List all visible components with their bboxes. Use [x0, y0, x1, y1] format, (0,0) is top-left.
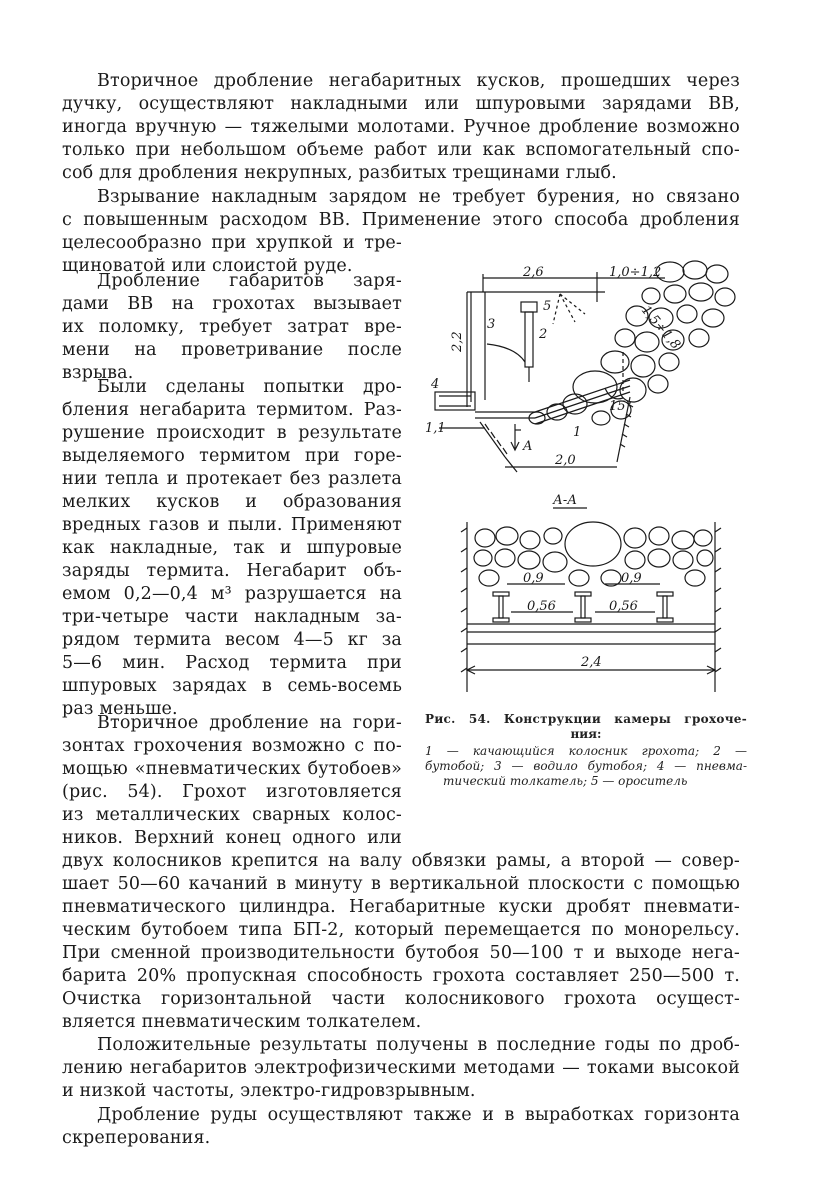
- text-line: 5—6 мин. Расход термита при: [62, 653, 402, 673]
- text-line: скреперования.: [62, 1128, 211, 1148]
- text-line: ников. Верхний конец одного или: [62, 828, 402, 848]
- text-line: Положительные результаты получены в последние годы по дроб-: [97, 1035, 740, 1055]
- section-title: А-А: [553, 493, 578, 508]
- text-line: мощью «пневматических бутобоев»: [62, 759, 402, 779]
- text-line: с повышенным расходом ВВ. Применение этого способа дробления: [62, 210, 740, 230]
- text-line: зонтах грохочения возможно с по-: [62, 736, 402, 756]
- caption-line: 1 — качающийся колосник грохота; 2 —: [425, 744, 747, 758]
- text-line: мени на проветривание после: [62, 340, 402, 360]
- caption-line: бутобой; 3 — водило бутобоя; 4 — пневма-: [425, 759, 747, 773]
- dim-2-0: 2,0: [555, 453, 576, 468]
- text-line: Вторичное дробление негабаритных кусков, прошедших через: [97, 71, 740, 91]
- figure-54: [425, 252, 755, 722]
- text-line: Очистка горизонтальной части колосникового грохота осущест-: [62, 989, 740, 1009]
- text-line: бления негабарита термитом. Раз-: [62, 400, 402, 420]
- text-line: три-четыре части накладным за-: [62, 607, 402, 627]
- figure-caption: [425, 712, 747, 789]
- text-line: заряды термита. Негабарит объ-: [62, 561, 402, 581]
- dim-1-5-1-8: 1,5÷1,8: [637, 302, 684, 353]
- text-line: нии тепла и протекает без разлета: [62, 469, 402, 489]
- caption-line: тический толкатель; 5 — ороситель: [443, 774, 688, 788]
- text-line: только при небольшом объеме работ или как вспомогательный спо-: [62, 140, 740, 160]
- text-line: вляется пневматическим толкателем.: [62, 1012, 422, 1032]
- dim-2-6: 2,6: [523, 265, 544, 280]
- text-line: Взрывание накладным зарядом не требует бурения, но связано: [97, 187, 740, 207]
- label-3: 3: [487, 317, 496, 332]
- text-line: иногда вручную — тяжелыми молотами. Ручное дробление возможно: [62, 117, 740, 137]
- text-line: двух колосников крепится на валу обвязки рамы, а второй — совер-: [62, 851, 740, 871]
- rock-pile-section: [474, 522, 713, 586]
- text-line: Дробление руды осуществляют также и в выработках горизонта: [97, 1105, 740, 1125]
- caption-title-cont: ния:: [570, 727, 602, 741]
- dim-0-56-left: 0,56: [527, 599, 556, 614]
- text-line: и низкой частоты, электро-гидровзрывным.: [62, 1081, 476, 1101]
- text-line: щиноватой или слоистой руде.: [62, 256, 353, 276]
- text-line: шпуровых зарядах в семь-восемь: [62, 676, 402, 696]
- label-1: 1: [573, 425, 582, 440]
- text-line: емом 0,2—0,4 м³ разрушается на: [62, 584, 402, 604]
- text-line: Были сделаны попытки дро-: [97, 377, 402, 397]
- text-line: барита 20% пропускная способность грохота составляет 250—500 т.: [62, 966, 740, 986]
- text-line: пневматического цилиндра. Негабаритные куски дробят пневмати-: [62, 897, 740, 917]
- label-2: 2: [539, 327, 548, 342]
- text-line: Вторичное дробление на гори-: [97, 713, 402, 733]
- angle-15: 15°: [609, 399, 633, 414]
- dim-1-0-1-2: 1,0÷1,2: [609, 265, 662, 280]
- caption-title: Рис. 54. Конструкции камеры грохоче-: [425, 712, 747, 726]
- text-line: вредных газов и пыли. Применяют: [62, 515, 402, 535]
- text-line: взрыва.: [62, 363, 134, 383]
- dim-0-9-left: 0,9: [523, 571, 544, 586]
- text-line: соб для дробления некрупных, разбитых трещинами глыб.: [62, 163, 617, 183]
- text-line: как накладные, так и шпуровые: [62, 538, 402, 558]
- section-a-mark: A: [523, 439, 533, 454]
- text-line: При сменной производительности бутобоя 50—100 т и выходе нега-: [62, 943, 740, 963]
- dim-0-9-right: 0,9: [621, 571, 642, 586]
- text-line: рядом термита весом 4—5 кг за: [62, 630, 402, 650]
- text-line: дами ВВ на грохотах вызывает: [62, 294, 402, 314]
- text-line: (рис. 54). Грохот изготовляется: [62, 782, 402, 802]
- text-line: их поломку, требует затрат вре-: [62, 317, 402, 337]
- text-line: дучку, осуществляют накладными или шпуровыми зарядами ВВ,: [62, 94, 740, 114]
- text-line: из металлических сварных колос-: [62, 805, 402, 825]
- text-line: мелких кусков и образования: [62, 492, 402, 512]
- text-line: рушение происходит в результате: [62, 423, 402, 443]
- dim-0-56-right: 0,56: [609, 599, 638, 614]
- label-5: 5: [543, 299, 552, 314]
- text-line: лению негабаритов электрофизическими методами — токами высокой: [62, 1058, 740, 1078]
- dim-2-2: 2,2: [450, 331, 465, 352]
- text-line: шает 50—60 качаний в минуту в вертикальной плоскости с помощью: [62, 874, 740, 894]
- text-line: Дробление габаритов заря-: [97, 271, 402, 291]
- text-line: раз меньше.: [62, 699, 178, 719]
- text-line: целесообразно при хрупкой и тре-: [62, 233, 402, 253]
- text-line: ческим бутобоем типа БП-2, который перемещается по монорельсу.: [62, 920, 740, 940]
- text-line: выделяемого термитом при горе-: [62, 446, 402, 466]
- dim-1-1: 1,1: [425, 421, 446, 436]
- label-4: 4: [431, 377, 440, 392]
- dim-2-4: 2,4: [581, 655, 602, 670]
